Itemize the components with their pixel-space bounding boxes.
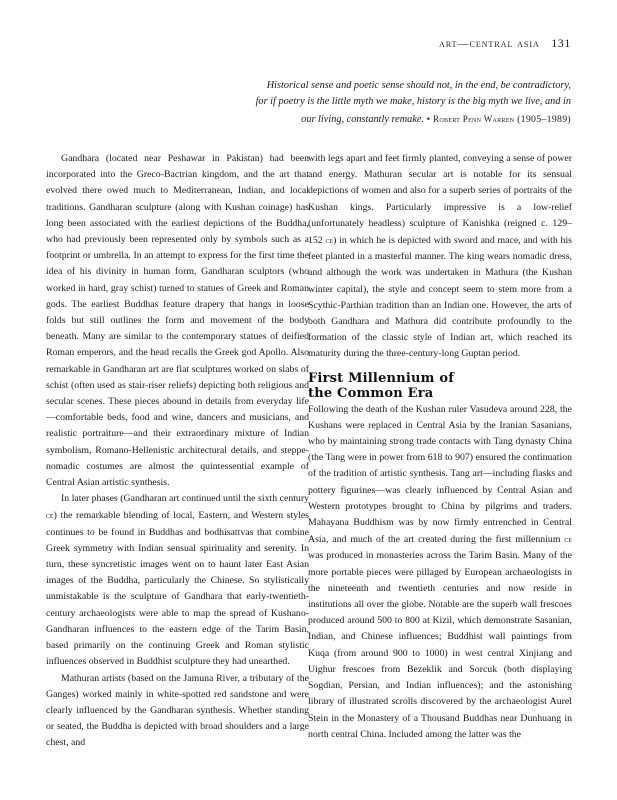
era-abbrev: ce xyxy=(325,235,334,246)
section-heading xyxy=(308,371,572,402)
text-segment: In later phases (Gandharan art continued until the sixth century xyxy=(61,493,309,505)
paragraph-mathuran-continued xyxy=(308,151,572,363)
text-segment: ) the remarkable blending of local, Eastern, and Western styles continues to be found in Buddhas and bodhisattvas that combine Greek symmetry with Indian sensual spirituality and serenity. In turn, these syncretistic images went on to haunt later East Asian images of the Buddha, particularly the Chinese. So stylistically unmistakable is the sculpture of Gandhara that early-twentieth-century archaeologists were able to map the spread of Kushano-Gandharan influences to the eastern edge of the Tarim Basin, based primarily on the continuing Greek and Roman stylistic influences observed in Buddhist sculpture they had unearthed. xyxy=(46,510,309,668)
era-abbrev: ce xyxy=(46,510,54,521)
paragraph-mathuran: Mathuran artists (based on the Jamuna River, a tributary of the Ganges) worked mainly in white-spotted red sandstone and were clearly influenced by the Gandharan synthesis. Whether standing or seated, the Buddha is depicted with broad shoulders and a large chest, and xyxy=(46,672,309,749)
epigraph-years: (1905–1989) xyxy=(517,113,571,125)
era-abbrev: ce xyxy=(564,534,572,545)
epigraph-line-2: for if poetry is the little myth we make, history is the big myth we live, and in xyxy=(255,96,571,108)
paragraph-gandhara: Gandhara (located near Peshawar in Pakistan) had been incorporated into the Greco-Bactrian kingdom, and the art that evolved there owed much to Mediterranean, Indian, and local traditions. Gandharan sculpture (along with Kushan coinage) has long been associated with the earliest depictions of the Buddha, who had previously been represented only by symbols such as a footprint or umbrella. In an attempt to express for the first time the idea of his divinity in human form, Gandharan sculptors (who worked in hard, gray schist) turned to statues of Greek and Roman gods. The earliest Buddhas feature drapery that hangs in loose folds but still outlines the form and movement of the body beneath. Many are similar to the contemporary statues of deified Roman emperors, and the head recalls the Greek god Apollo. Also remarkable in Gandharan art are flat sculptures worked on slabs of schist (often used as stair-riser reliefs) depicting both religious and secular scenes. These pieces abound in details from everyday life—comfortable beds, food and wine, dancers and musicians, and realistic portraiture—and their extraordinary mixture of Indian symbolism, Romano-Hellenistic architectural details, and steppe-nomadic costumes are almost the quintessential example of Central Asian artistic synthesis. xyxy=(46,153,309,489)
paragraph-later-phases xyxy=(46,491,309,670)
text-segment: with legs apart and feet firmly planted, conveying a sense of power and energy. Mathuran secular art is notable for its sensual depictions of women and also for a superb series of portraits of the Kushan kings. Particularly impressive is a low-relief (unfortunately headless) sculpture of Kanishka (reigned c. 129–152 xyxy=(308,153,572,247)
epigraph-line-1: Historical sense and poetic sense should not, in the end, be contradictory, xyxy=(266,80,571,91)
epigraph-line-3 xyxy=(111,111,571,128)
text-segment: Following the death of the Kushan ruler Vasudeva around 228, the Kushans were replaced in Central Asia by the Iranian Sasanians, who by maintaining strong trade contacts with Tang dynasty China (the Tang were in power from 618 to 907) ensured the continuation of the tradition of artistic synthesis. Tang art—including flasks and pottery figurines—was clearly influenced by Central Asian and Western prototypes brought to China by pilgrims and traders. Mahayana Buddhism was by now firmly entrenched in Central Asia, and much of the art created during the first millennium xyxy=(308,403,572,546)
text-segment: was produced in monasteries across the Tarim Basin. Many of the more portable pieces were pillaged by European archaeologists in the nineteenth and twentieth centuries and now reside in institutions all over the globe. Notable are the superb wall frescoes produced around 500 to 800 at Kizil, which demonstrate Sasanian, Indian, and Chinese influences; Buddhist wall paintings from Kuqa (from around 900 to 1000) in west central Xinjiang and Uighur frescoes from Bezeklik and Sorcuk (both displaying Sogdian, Persian, and Indian influences); and the astonishing library of illustrated scrolls discovered by the archaeologist Aurel Stein in the Monastery of a Thousand Buddhas near Dunhuang in north central China. Included among the latter was the xyxy=(308,550,572,740)
paragraph-first-millennium xyxy=(308,402,572,743)
text-segment: ) in which he is depicted with sword and mace, and with his feet planted in a masterful manner. The king wears nomadic dress, and although the work was undertaken in Mathura (the Kushan winter capital), the style and concept seem to stem more from a Scythic-Parthian tradition than an Indian one. However, the arts of both Gandhara and Mathura did contribute profoundly to the formation of the classic style of Indian art, which reached its maturity during the three-century-long Guptan period. xyxy=(308,235,572,360)
right-column xyxy=(308,151,572,743)
epigraph-author: Robert Penn Warren xyxy=(433,113,515,124)
epigraph-attribution xyxy=(427,114,571,125)
left-column xyxy=(46,151,309,752)
section-heading-line-2: the Common Era xyxy=(308,386,434,402)
section-heading-line-1: First Millennium of xyxy=(308,370,454,386)
running-head xyxy=(439,36,571,51)
epigraph-bullet: • xyxy=(426,113,431,125)
running-head-section: art—central asia xyxy=(439,38,540,50)
page-number: 131 xyxy=(551,36,571,50)
epigraph xyxy=(111,78,571,128)
epigraph-line-3-text: our living, constantly remake. xyxy=(301,113,425,125)
